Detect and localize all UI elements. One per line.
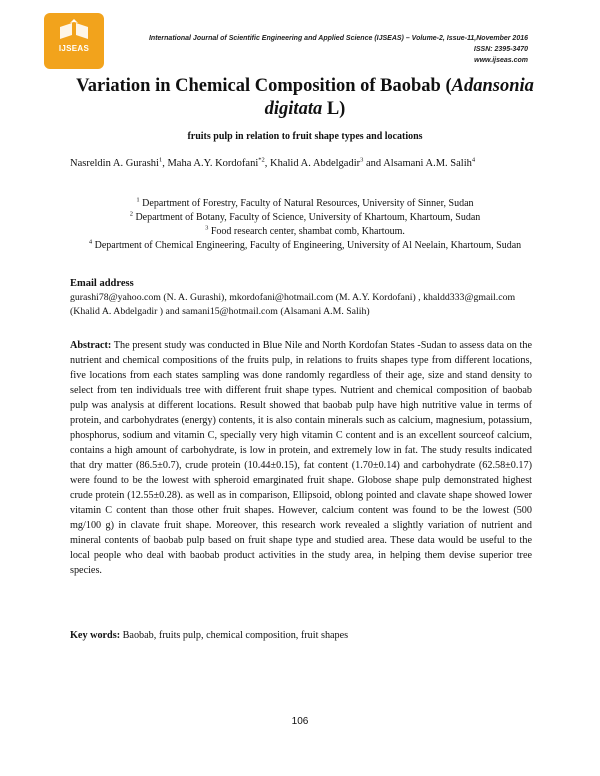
title-after: L) [322,99,346,119]
affiliation [80,197,530,210]
affiliation-sup: 1 [136,196,140,204]
author-sup: *2 [258,156,265,164]
affiliation [80,211,530,224]
author-list: Nasreldin A. Gurashi$^1$, Maha A.Y. Kordofani$^{*2}$, Khalid A. Abdelgadir$^3$ and Alsamani A.M. Salih$^4$ [70,156,476,169]
affiliation-sup: 4 [88,238,93,246]
page-number: 106 [291,716,309,727]
author-name: Maha A.Y. Kordofani [167,158,259,169]
keywords-label: Key words: [70,630,121,641]
author-sup: 1 [158,156,163,164]
author-sup: 4 [471,156,476,164]
author-name: Khalid A. Abdelgadir [270,158,361,169]
paper-title [70,75,540,121]
website: www.ijseas.com [474,57,528,64]
author-name: Alsamani A.M. Salih [383,158,472,169]
journal-logo [44,13,104,69]
abstract-label: Abstract: [70,340,112,351]
paper-subtitle: fruits pulp in relation to fruit shape types and locations [187,131,423,142]
affiliation-text: Food research center, shambat comb, Khartoum. [210,226,405,237]
affiliation-sup: 3 [205,224,209,232]
author-sup: 3 [360,156,364,164]
affiliation-text: Department of Forestry, Faculty of Natural Resources, University of Sinner, Sudan [142,198,474,209]
affiliation [80,225,530,238]
author-name: Nasreldin A. Gurashi [70,158,159,169]
journal-line: International Journal of Scientific Engineering and Applied Science (IJSEAS) – Volume-2, Issue-11,November 2016 [148,35,528,42]
abstract [70,338,532,578]
email-heading: Email address [70,278,134,289]
keywords-text: Baobab, fruits pulp, chemical composition, fruit shapes [122,630,349,641]
title-main: Variation in Chemical Composition of Baobab ( [76,76,452,96]
book-icon [44,13,104,69]
affiliation-text: Department of Botany, Faculty of Science, University of Khartoum, Khartoum, Sudan [135,212,481,223]
logo-text: IJSEAS [58,44,90,53]
issn: ISSN: 2395-3470 [473,46,528,53]
journal-header [149,33,528,66]
keywords [70,630,532,641]
abstract-text: The present study was conducted in Blue Nile and North Kordofan States -Sudan to assess data on the nutrient and chemical compositions of the fruits pulp, in relations to fruits shapes type from different locations, five locations from each states sampling was done randomly regardless of their age, size and stand density to select from ten individuals tree with different fruit shape types. Nutrient and chemical composition of baobab pulp was analysis at different locations. Result showed that baobab pulp have high nutritive value in terms of protein, and carbohydrates (energy) contents, it is also contain minerals such as calcium, magnesium, potassium, phosphorus, sodium and vitamin C, specially very high vitamin C content and is an excellent sourceof calcium, contains a high amount of carbohydrate, is low in protein, and extremely low in fat. The study results indicated that dry matter (86.5±0.7), crude protein (10.44±0.15), fat content (1.70±0.14) and carbohydrate (62.58±0.17) were found to be the lowest with spheroid emarginated fruit shape. Globose shape pulp demonstrated highest crude protein (12.55±0.28). as well as in comparison, Ellipsoid, oblong pointed and clavate shape showed lower vitamin C content than those other fruit shapes. However, calcium content was found to be the lowest (500 mg/100 g) in clavate fruit shape. Moreover, this research work revealed a slightly variation of nutrient and mineral contents of baobab pulp based on fruit shape type and studied area. These data would be useful to the local people who deal with baobab product activities in the study area, in helping them devise superior tree species. [70,340,532,576]
affiliation-sup: 2 [129,210,133,218]
email-addresses: gurashi78@yahoo.com (N. A. Gurashi), mkordofani@hotmail.com (M. A.Y. Kordofani) , khaldd333@gmail.com (Khalid A. Abdelgadir ) and samani15@hotmail.com (Alsamani A.M. Salih) [70,292,516,317]
affiliation-text: Department of Chemical Engineering, Faculty of Engineering, University of Al Neelain, Khartoum, Sudan [94,240,522,251]
affiliation [80,239,530,252]
title-species: Adansonia digitata [264,76,534,119]
